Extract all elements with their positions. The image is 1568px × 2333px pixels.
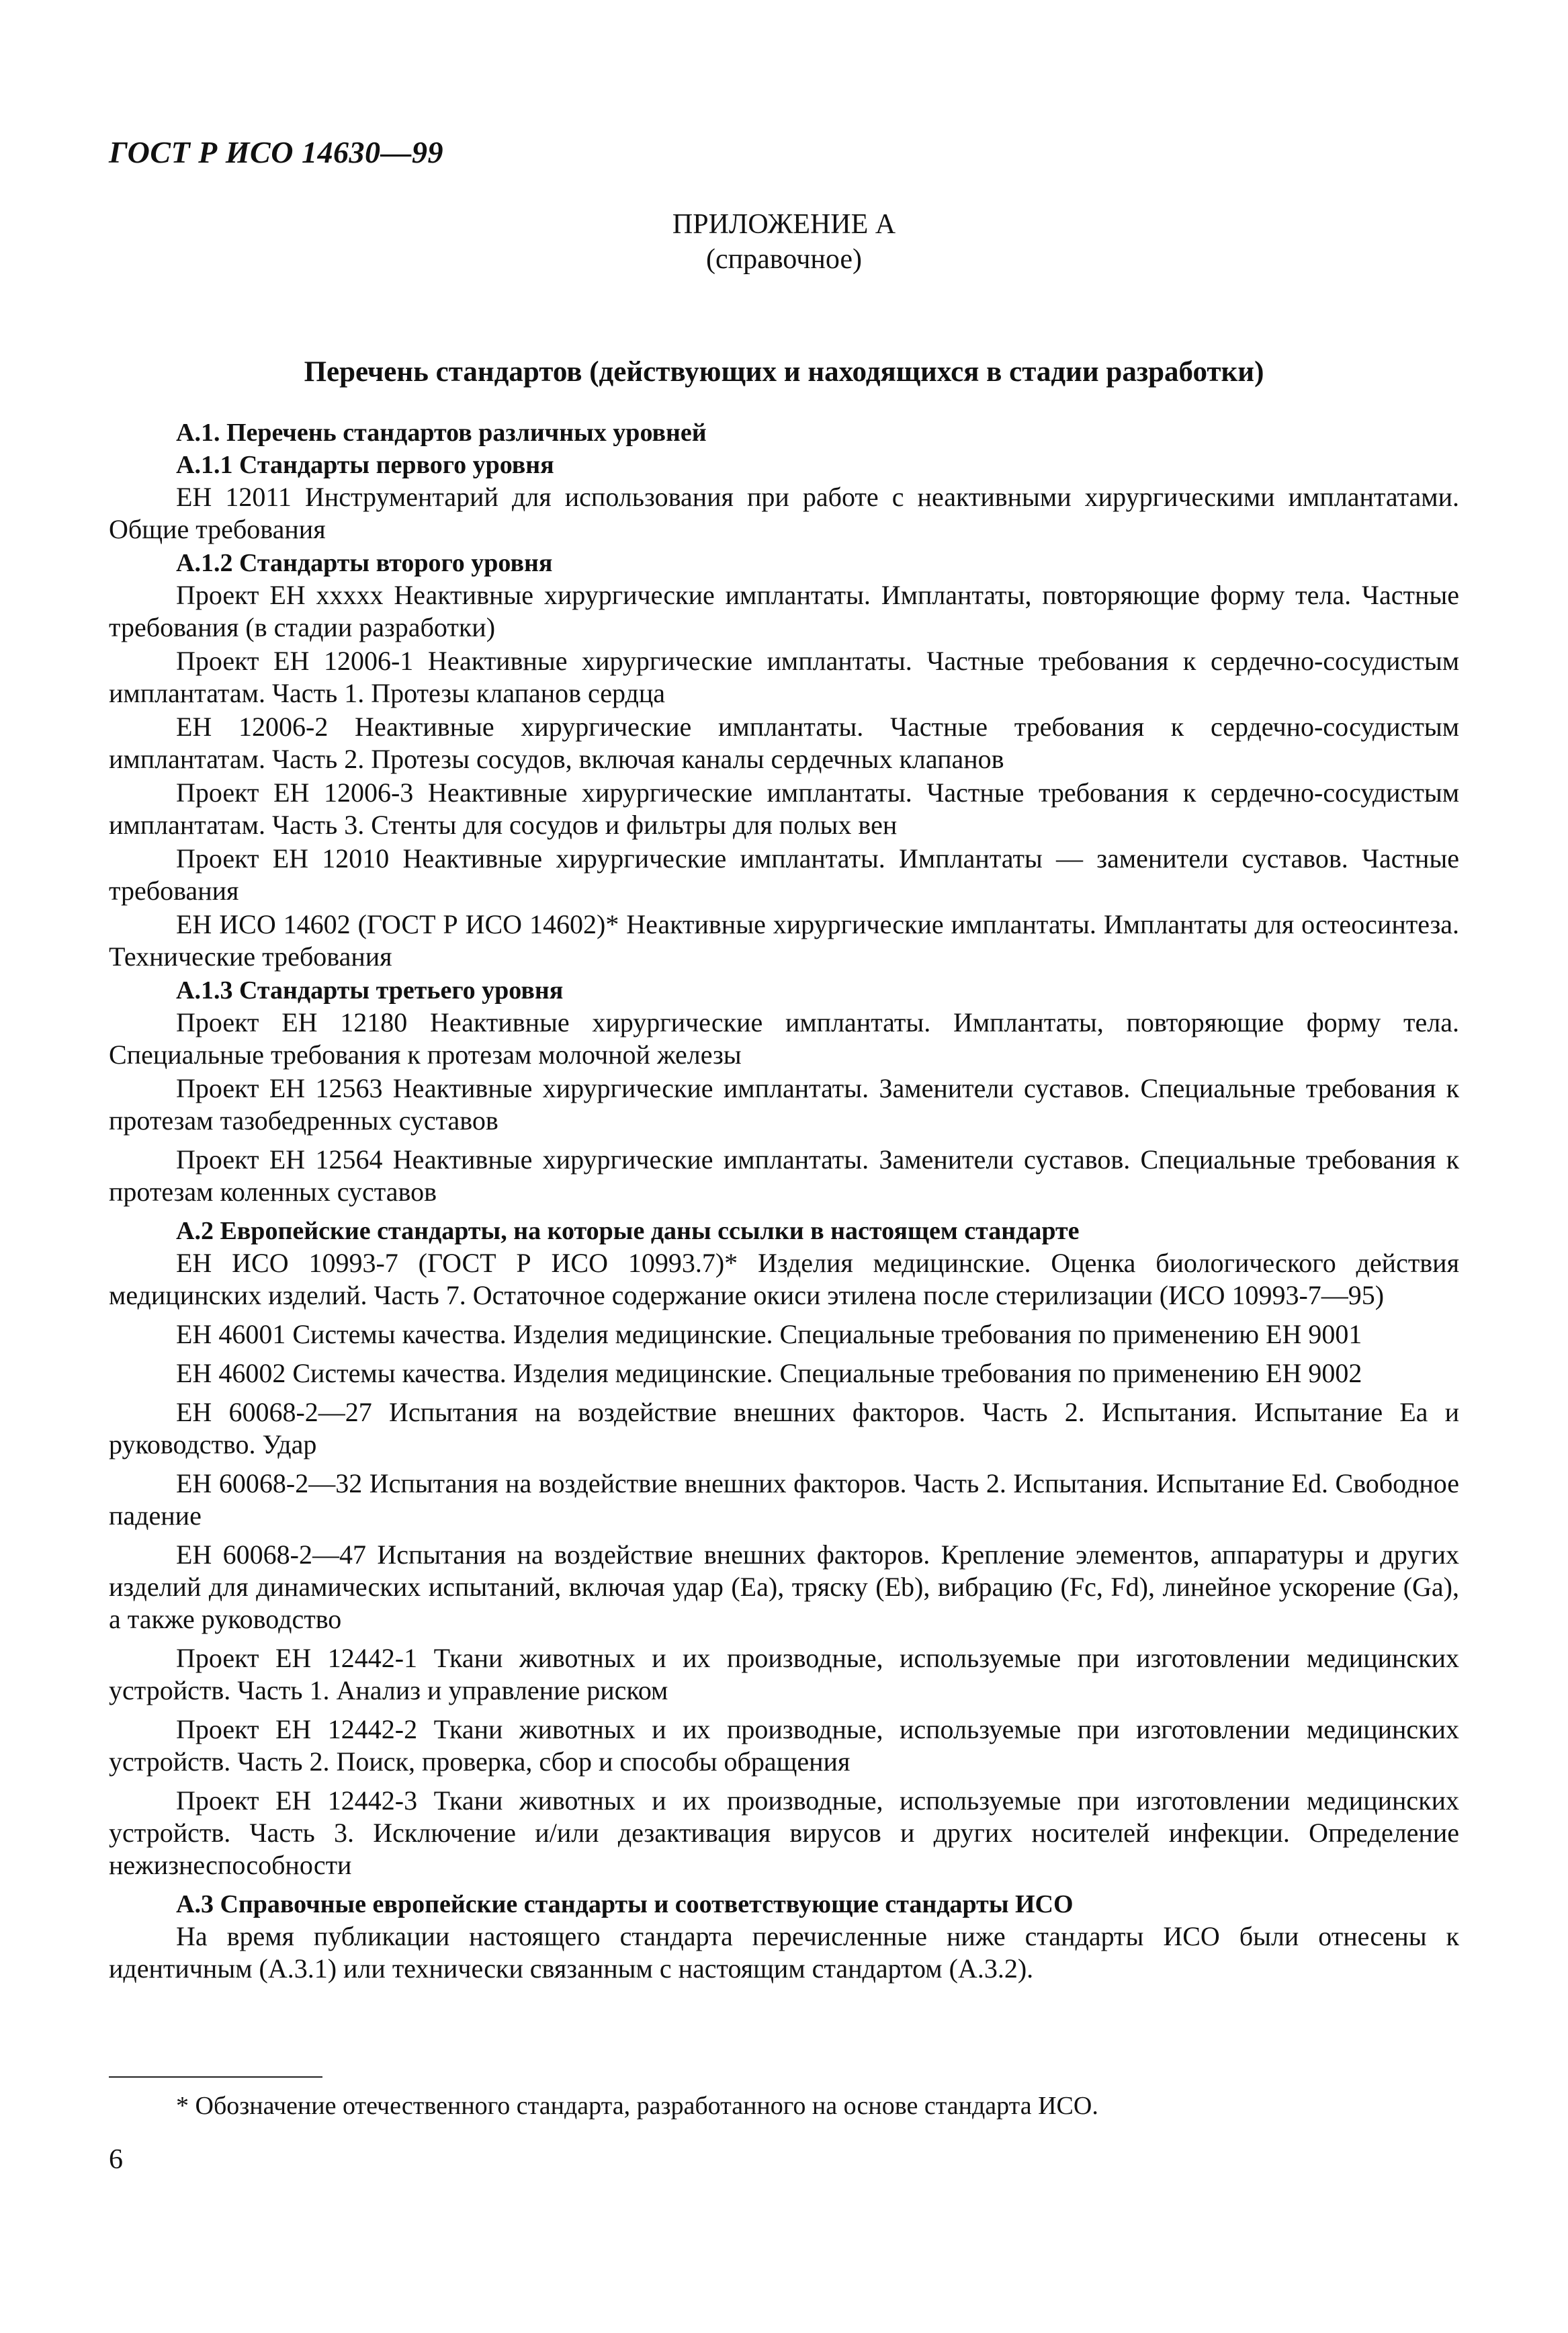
section-heading-a12: А.1.2 Стандарты второго уровня (176, 549, 553, 577)
footnote: * Обозначение отечественного стандарта, разработанного на основе стандарта ИСО. (176, 2092, 1098, 2120)
page-number: 6 (109, 2144, 123, 2175)
paragraph: Проект ЕН 12563 Неактивные хирургические имплантаты. Заменители суставов. Специальные требования к протезам тазобедренных суставов (109, 1073, 1459, 1136)
section-heading-a13: А.1.3 Стандарты третьего уровня (176, 976, 564, 1005)
paragraph: ЕН ИСО 10993-7 (ГОСТ Р ИСО 10993.7)* Изделия медицинские. Оценка биологического действия медицинских изделий. Часть 7. Остаточное содержание окиси этилена после стерилизации (ИСО 10993-7—95) (109, 1248, 1459, 1310)
section-heading-a2: А.2 Европейские стандарты, на которые даны ссылки в настоящем стандарте (176, 1217, 1080, 1245)
paragraph: ЕН 60068-2—27 Испытания на воздействие внешних факторов. Часть 2. Испытания. Испытание Еа и руководство. Удар (109, 1397, 1459, 1459)
paragraph: Проект ЕН ххххх Неактивные хирургические имплантаты. Имплантаты, повторяющие форму тела. Частные требования (в стадии разработки) (109, 580, 1459, 642)
document-title: Перечень стандартов (действующих и находящихся в стадии разработки) (304, 356, 1264, 388)
paragraph: Проект ЕН 12010 Неактивные хирургические имплантаты. Имплантаты — заменители суставов. Частные требования (109, 843, 1459, 906)
document-body (109, 417, 1459, 1992)
appendix-title: ПРИЛОЖЕНИЕ А (672, 209, 896, 240)
paragraph: На время публикации настоящего стандарта перечисленные ниже стандарты ИСО были отнесены к идентичным (А.3.1) или технически связанным с настоящим стандартом (А.3.2). (109, 1921, 1459, 1984)
paragraph: ЕН 12006-2 Неактивные хирургические имплантаты. Частные требования к сердечно-сосудистым имплантатам. Часть 2. Протезы сосудов, включая каналы сердечных клапанов (109, 712, 1459, 774)
paragraph: ЕН 60068-2—32 Испытания на воздействие внешних факторов. Часть 2. Испытания. Испытание Ed. Свободное падение (109, 1468, 1459, 1531)
paragraph: ЕН 12011 Инструментарий для использования при работе с неактивными хирургическими имплантатами. Общие требования (109, 482, 1459, 544)
paragraph: Проект ЕН 12442-2 Ткани животных и их производные, используемые при изготовлении медицинских устройств. Часть 2. Поиск, проверка, сбор и способы обращения (109, 1714, 1459, 1777)
paragraph: Проект ЕН 12180 Неактивные хирургические имплантаты. Имплантаты, повторяющие форму тела. Специальные требования к протезам молочной железы (109, 1007, 1459, 1070)
section-heading-a1: А.1. Перечень стандартов различных уровней (176, 419, 707, 447)
paragraph: ЕН 46002 Системы качества. Изделия медицинские. Специальные требования по применению ЕН 9002 (176, 1358, 1362, 1388)
paragraph: Проект ЕН 12006-3 Неактивные хирургические имплантаты. Частные требования к сердечно-сосудистым имплантатам. Часть 3. Стенты для сосудов и фильтры для полых вен (109, 777, 1459, 840)
paragraph: Проект ЕН 12564 Неактивные хирургические имплантаты. Заменители суставов. Специальные требования к протезам коленных суставов (109, 1144, 1459, 1207)
paragraph: ЕН 46001 Системы качества. Изделия медицинские. Специальные требования по применению ЕН 9001 (176, 1319, 1362, 1349)
paragraph: Проект ЕН 12006-1 Неактивные хирургические имплантаты. Частные требования к сердечно-сосудистым имплантатам. Часть 1. Протезы клапанов сердца (109, 646, 1459, 708)
section-heading-a11: А.1.1 Стандарты первого уровня (176, 451, 554, 479)
section-heading-a3: А.3 Справочные европейские стандарты и соответствующие стандарты ИСО (176, 1890, 1074, 1918)
appendix-heading (0, 207, 1568, 277)
appendix-note: (справочное) (706, 244, 862, 275)
page-header-standard: ГОСТ Р ИСО 14630—99 (109, 135, 443, 169)
paragraph: Проект ЕН 12442-1 Ткани животных и их производные, используемые при изготовлении медицинских устройств. Часть 1. Анализ и управление риском (109, 1643, 1459, 1705)
paragraph: Проект ЕН 12442-3 Ткани животных и их производные, используемые при изготовлении медицинских устройств. Часть 3. Исключение и/или дезактивация вирусов и других носителей инфекции. Определение нежизнеспособности (109, 1785, 1459, 1880)
paragraph: ЕН ИСО 14602 (ГОСТ Р ИСО 14602)* Неактивные хирургические имплантаты. Имплантаты для остеосинтеза. Технические требования (109, 909, 1459, 972)
paragraph: ЕН 60068-2—47 Испытания на воздействие внешних факторов. Крепление элементов, аппаратуры и других изделий для динамических испытаний, включая удар (Еа), тряску (Eb), вибрацию (Fc, Fd), линейное ускорение (Ga), а также руководство (109, 1539, 1459, 1634)
footnote-divider (109, 2076, 322, 2078)
